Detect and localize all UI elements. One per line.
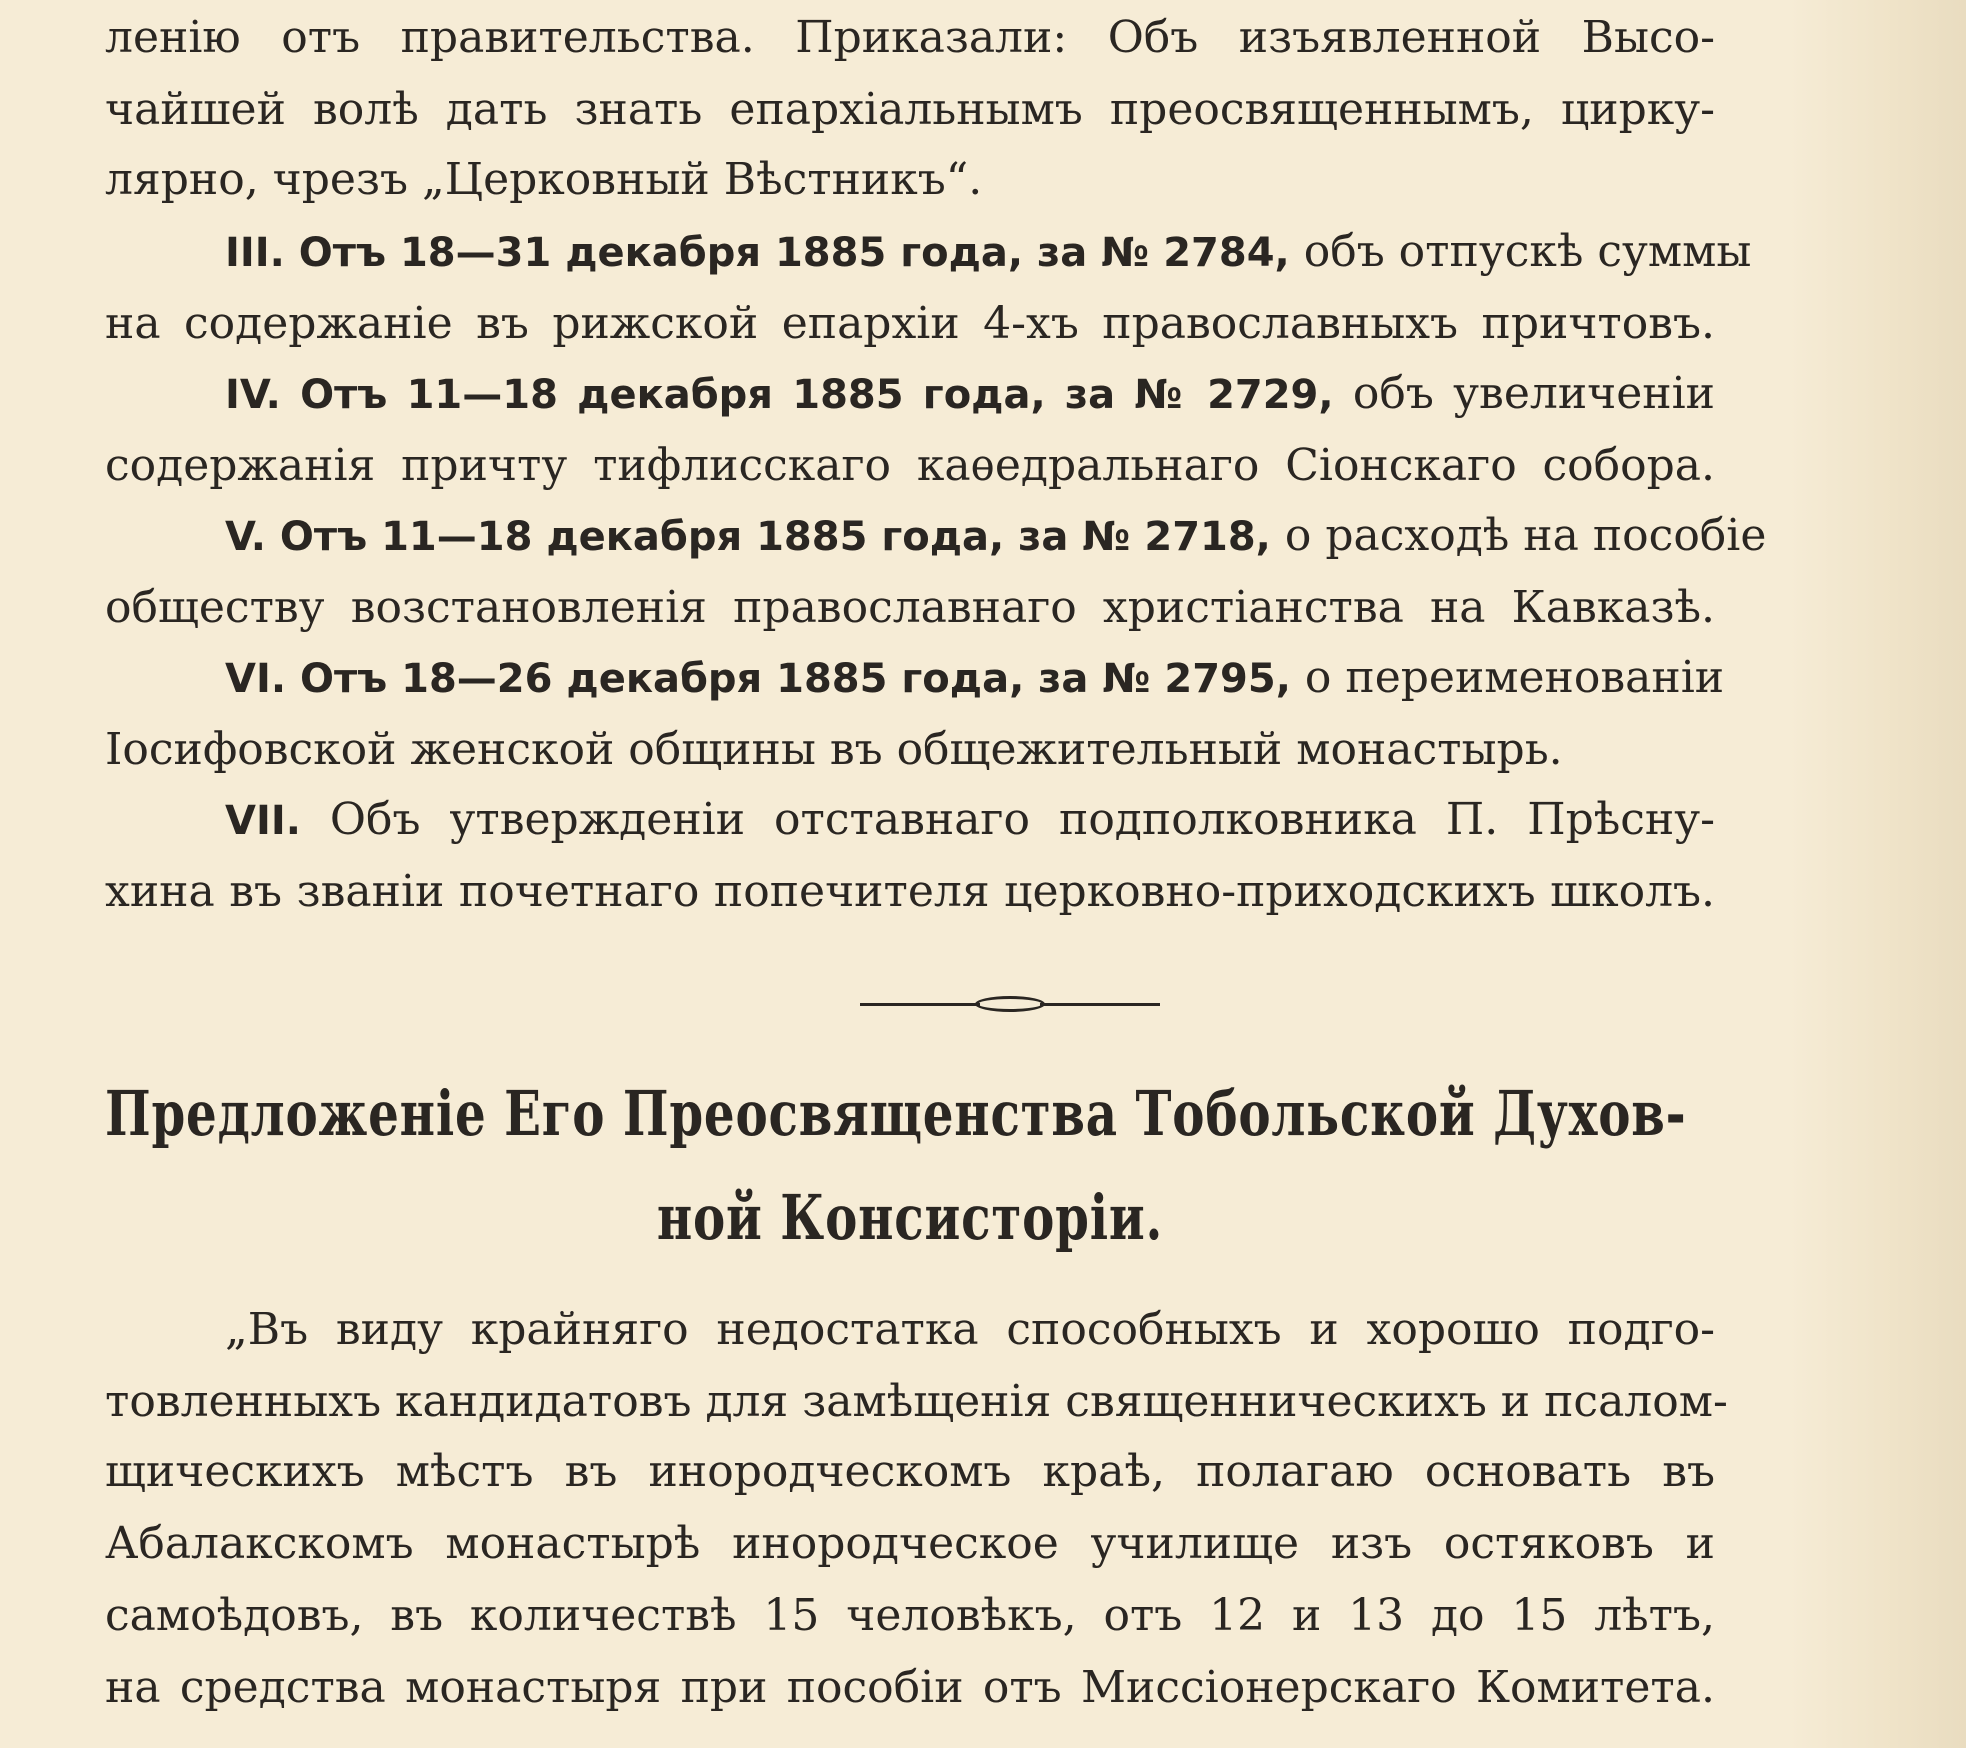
text-line: на содержаніе въ рижской епархіи 4-хъ православныхъ причтовъ. [105, 298, 1715, 349]
item-iii-first-line [225, 222, 1752, 283]
item-vii-first-line [225, 790, 1715, 851]
ornamental-divider [860, 996, 1160, 1012]
body-line: на средства монастыря при пособіи отъ Миссіонерскаго Комитета. [105, 1662, 1715, 1713]
item-iv-reference: IV. Отъ 11—18 декабря 1885 года, за № 2729, [225, 372, 1334, 418]
item-v-subject: о расходѣ на пособіе [1270, 510, 1767, 561]
item-iv-first-line [225, 364, 1715, 425]
item-iv-subject: объ увеличеніи [1333, 368, 1715, 419]
section-heading-line-2: ной Консисторіи. [656, 1181, 1164, 1254]
document-page [105, 0, 1767, 1748]
body-line: товленныхъ кандидатовъ для замѣщенія священническихъ и псалом- [105, 1376, 1728, 1427]
body-line: самоѣдовъ, въ количествѣ 15 человѣкъ, отъ 12 и 13 до 15 лѣтъ, [105, 1590, 1715, 1641]
item-vii-subject: Объ утвержденіи отставнаго подполковника П. Прѣсну- [300, 794, 1715, 845]
item-vi-reference: VI. Отъ 18—26 декабря 1885 года, за № 2795, [225, 656, 1291, 702]
text-line: хина въ званіи почетнаго попечителя церковно-приходскихъ школъ. [105, 866, 1715, 917]
item-v-first-line [225, 506, 1767, 567]
item-iii-reference: III. Отъ 18—31 декабря 1885 года, за № 2784, [225, 230, 1290, 276]
section-heading-line-1: Предложеніе Его Преосвященства Тобольской Духов- [105, 1077, 1687, 1150]
body-line: „Въ виду крайняго недостатка способныхъ и хорошо подго- [225, 1304, 1715, 1355]
text-line: чайшей волѣ дать знать епархіальнымъ преосвященнымъ, цирку- [105, 84, 1715, 135]
body-line: Абалакскомъ монастырѣ инородческое училище изъ остяковъ и [105, 1518, 1715, 1569]
item-iii-subject: объ отпускѣ суммы [1289, 226, 1752, 277]
page-margin [1786, 0, 1966, 1748]
text-line: Іосифовской женской общины въ общежительный монастырь. [105, 724, 1563, 775]
item-vi-subject: о переименованіи [1290, 652, 1725, 703]
body-line: щическихъ мѣстъ въ инородческомъ краѣ, полагаю основать въ [105, 1446, 1715, 1497]
text-line: обществу возстановленія православнаго христіанства на Кавказѣ. [105, 582, 1715, 633]
text-line: ленію отъ правительства. Приказали: Объ изъявленной Высо- [105, 12, 1715, 63]
item-vi-first-line [225, 648, 1725, 709]
text-line: лярно, чрезъ „Церковный Вѣстникъ“. [105, 154, 983, 205]
item-v-reference: V. Отъ 11—18 декабря 1885 года, за № 2718, [225, 514, 1271, 560]
text-line: содержанія причту тифлисскаго каѳедральнаго Сіонскаго собора. [105, 440, 1715, 491]
item-vii-reference: VII. [225, 798, 301, 844]
